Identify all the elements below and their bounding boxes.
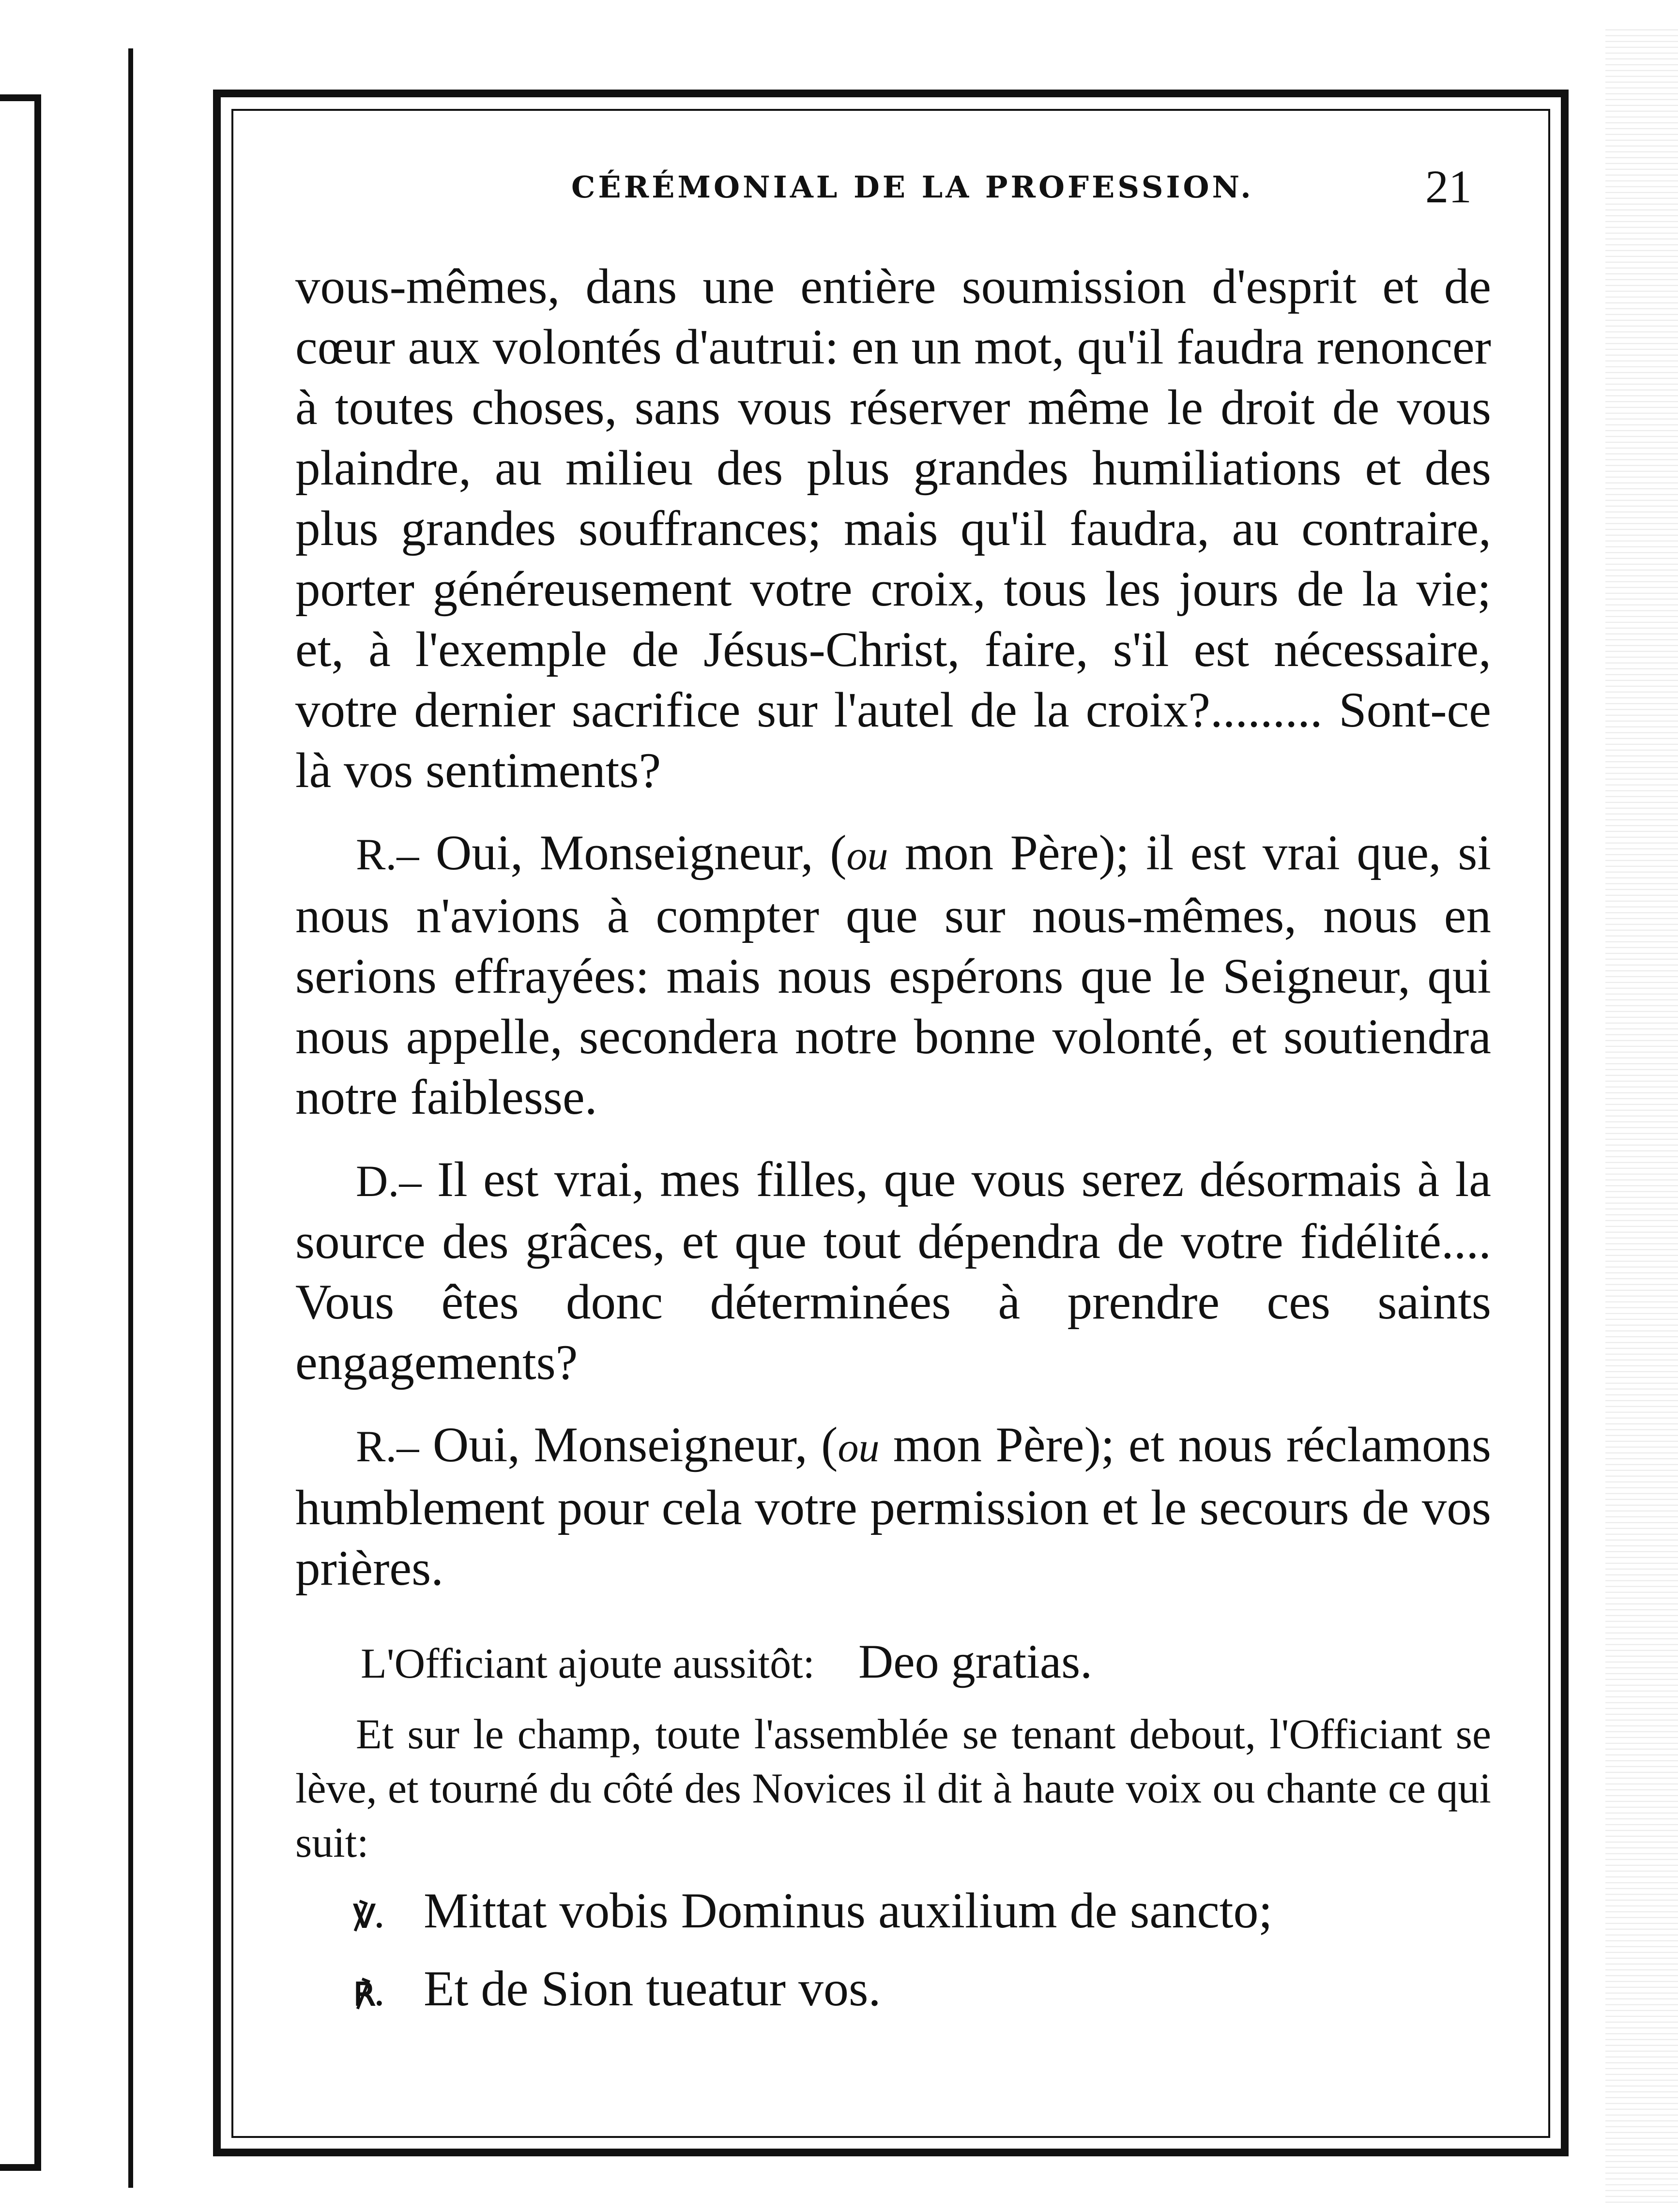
question-text: Il est vrai, mes filles, que vous serez désormais à la source des grâces, et que tout dépendra de votre fidélité.... Vous êtes donc déterminées à prendre ces saints engagements? <box>295 1152 1491 1390</box>
response-line <box>353 1958 1491 2026</box>
response-text-start: Oui, Monseigneur, ( <box>419 1417 838 1472</box>
speaker-mark: R.– <box>356 830 419 879</box>
response-text-end: mon Père); il est vrai que, si nous n'avions à compter que sur nous-mêmes, nous en serions effrayées: mais nous espérons que le Seigneur, qui nous appelle, secondera notre bonne volonté, et soutiendra notre faiblesse. <box>295 825 1491 1125</box>
response-text-start: Oui, Monseigneur, ( <box>419 825 847 880</box>
body-text <box>295 257 1491 2026</box>
rubric-label: L'Officiant ajoute aussitôt: <box>361 1640 815 1687</box>
versicle-text: Mittat vobis Dominus auxilium de sancto; <box>424 1883 1273 1939</box>
paragraph-response-1 <box>295 823 1491 1128</box>
alternative-marker: ou <box>838 1424 880 1470</box>
paragraph-response-2 <box>295 1415 1491 1599</box>
scan-edge-noise <box>1605 29 1678 2207</box>
page-number: 21 <box>1425 161 1472 212</box>
speaker-mark: D.– <box>356 1156 422 1206</box>
adjacent-page-frame <box>0 94 41 2171</box>
paragraph-question-2 <box>295 1150 1491 1393</box>
versicle-sign: ℣. <box>353 1899 383 1935</box>
response-text-end: mon Père); et nous réclamons humblement pour cela votre permission et le secours de vos prières. <box>295 1417 1491 1596</box>
running-header <box>571 160 1472 218</box>
versicle-line <box>353 1880 1491 1948</box>
speaker-mark: R.– <box>356 1422 419 1471</box>
response-text: Et de Sion tueatur vos. <box>424 1961 881 2016</box>
alternative-marker: ou <box>846 832 888 879</box>
rubric-response: Deo gratias. <box>858 1635 1093 1688</box>
running-title: CÉRÉMONIAL DE LA PROFESSION. <box>571 169 1254 205</box>
rubric-instruction: Et sur le champ, toute l'assemblée se tenant debout, l'Officiant se lève, et tourné du côté des Novices il dit à haute voix ou chante ce qui suit: <box>295 1711 1491 1866</box>
response-sign: ℟. <box>353 1977 383 2013</box>
paragraph-question-continuation: vous-mêmes, dans une entière soumission d'esprit et de cœur aux volontés d'autrui: en un mot, qu'il faudra renoncer à toutes choses, sans vous réserver même le droit de vous plaindre, au milieu des plus grandes humiliations et des plus grandes souffrances; mais qu'il faudra, au contraire, porter généreusement votre croix, tous les jours de la vie; et, à l'exemple de Jésus-Christ, faire, s'il est nécessaire, votre dernier sacrifice sur l'autel de la croix?......... Sont-ce là vos sentiments? <box>295 259 1491 798</box>
adjacent-page-rule <box>128 48 133 2188</box>
rubric-officiant <box>361 1633 1491 1693</box>
